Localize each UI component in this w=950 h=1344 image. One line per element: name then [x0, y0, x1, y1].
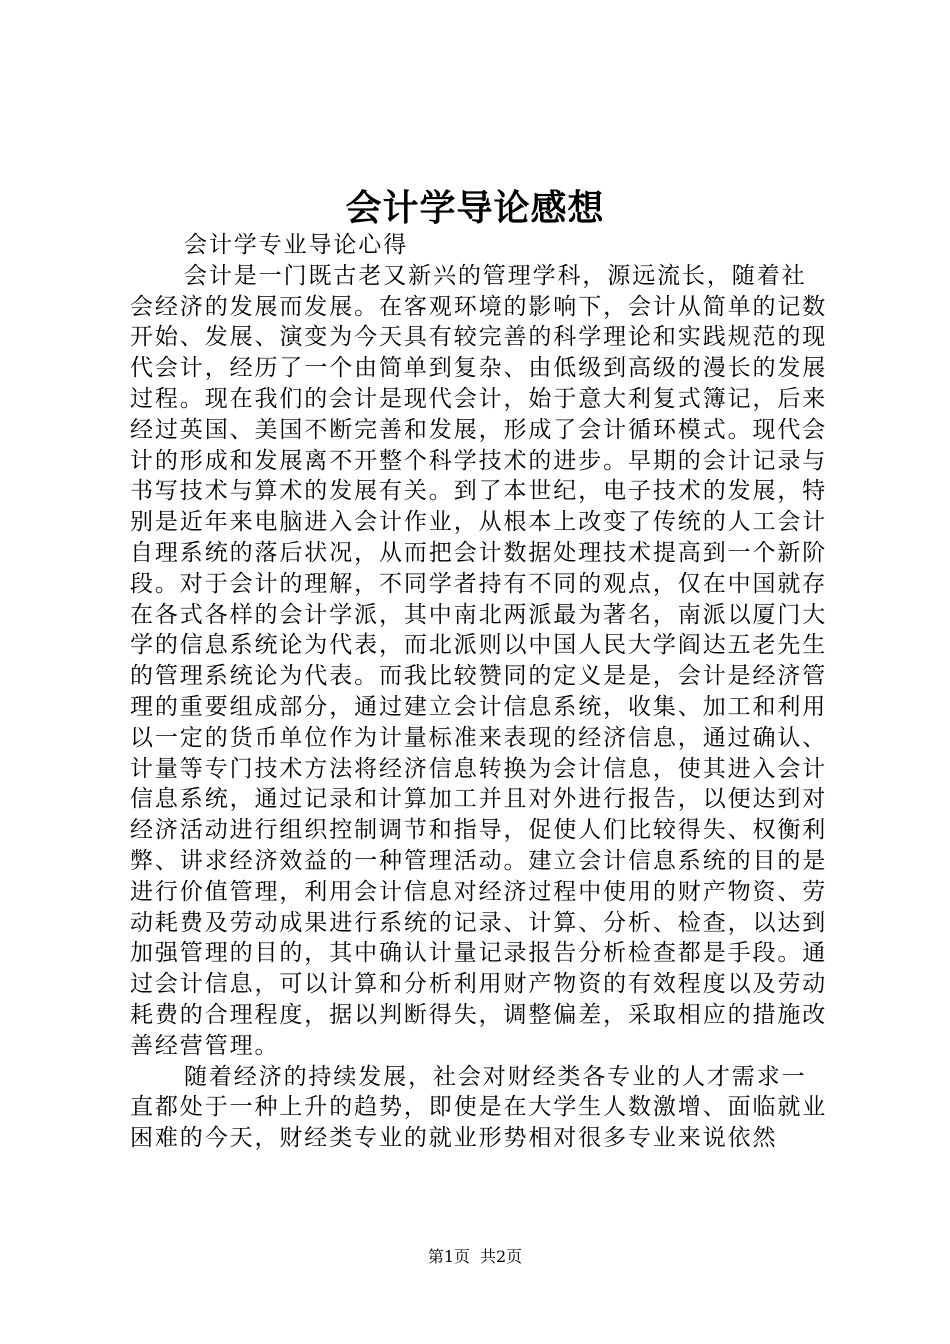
document-body [130, 230, 830, 1154]
document-subtitle: 会计学专业导论心得 [184, 232, 409, 258]
document-title: 会计学导论感想 [345, 187, 605, 229]
page-number: 第1页 [427, 1247, 470, 1266]
page-footer [0, 1246, 950, 1268]
body-paragraph: 会计是一门既古老又新兴的管理学科，源远流长，随着社会经济的发展而发展。在客观环境的影响下，会计从简单的记数开始、发展、演变为今天具有较完善的科学理论和实践规范的现代会计，经历了一个由简单到复杂、由低级到高级的漫长的发展过程。现在我们的会计是现代会计，始于意大利复式簿记，后来经过英国、美国不断完善和发展，形成了会计循环模式。现代会计的形成和发展离不开整个科学技术的进步。早期的会计记录与书写技术与算术的发展有关。到了本世纪，电子技术的发展，特别是近年来电脑进入会计作业，从根本上改变了传统的人工会计自理系统的落后状况，从而把会计数据处理技术提高到一个新阶段。对于会计的理解，不同学者持有不同的观点，仅在中国就存在各式各样的会计学派，其中南北两派最为著名，南派以厦门大学的信息系统论为代表，而北派则以中国人民大学阎达五老先生的管理系统论为代表。而我比较赞同的定义是是，会计是经济管理的重要组成部分，通过建立会计信息系统，收集、加工和利用以一定的货币单位作为计量标准来表现的经济信息，通过确认、计量等专门技术方法将经济信息转换为会计信息，使其进入会计信息系统，通过记录和计算加工并且对外进行报告，以便达到对经济活动进行组织控制调节和指导，促使人们比较得失、权衡利弊、讲求经济效益的一种管理活动。建立会计信息系统的目的是进行价值管理，利用会计信息对经济过程中使用的财产物资、劳动耗费及劳动成果进行系统的记录、计算、分析、检查，以达到加强管理的目的，其中确认计量记录报告分析检查都是手段。通过会计信息，可以计算和分析利用财产物资的有效程度以及劳动耗费的合理程度，据以判断得失，调整偏差，采取相应的措施改善经营管理。 [130, 262, 828, 1059]
page-total: 共2页 [480, 1247, 523, 1266]
body-paragraph: 随着经济的持续发展，社会对财经类各专业的人才需求一直都处于一种上升的趋势，即使是在大学生人数激增、面临就业困难的今天，财经类专业的就业形势相对很多专业来说依然 [130, 1063, 828, 1152]
